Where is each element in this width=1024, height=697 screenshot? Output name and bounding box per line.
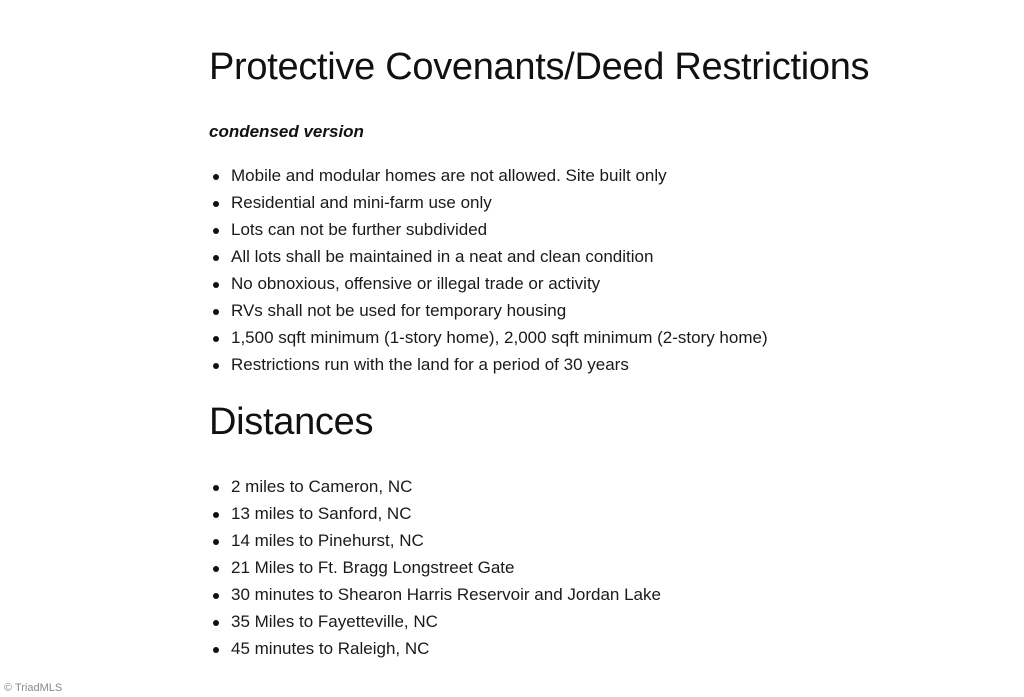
list-item-text: All lots shall be maintained in a neat and clean condition	[231, 247, 654, 266]
list-item	[209, 165, 768, 192]
list-item	[209, 611, 661, 638]
list-item	[209, 246, 768, 273]
bullet-icon	[213, 620, 219, 626]
list-item-text: Lots can not be further subdivided	[231, 220, 488, 239]
list-item	[209, 354, 768, 381]
list-item	[209, 192, 768, 219]
list-item-text: 14 miles to Pinehurst, NC	[231, 531, 424, 550]
list-item	[209, 638, 661, 665]
bullet-icon	[213, 647, 219, 653]
bullet-icon	[213, 539, 219, 545]
bullet-icon	[213, 228, 219, 234]
bullet-icon	[213, 174, 219, 180]
list-item-text: 21 Miles to Ft. Bragg Longstreet Gate	[231, 558, 515, 577]
restrictions-list	[209, 165, 768, 381]
list-item	[209, 273, 768, 300]
list-item-text: 1,500 sqft minimum (1-story home), 2,000 sqft minimum (2-story home)	[231, 328, 768, 347]
bullet-icon	[213, 593, 219, 599]
list-item-text: Mobile and modular homes are not allowed. Site built only	[231, 166, 667, 185]
list-item	[209, 503, 661, 530]
bullet-icon	[213, 363, 219, 369]
list-item	[209, 327, 768, 354]
subtitle: condensed version	[209, 122, 364, 141]
bullet-icon	[213, 566, 219, 572]
list-item-text: RVs shall not be used for temporary housing	[231, 301, 567, 320]
bullet-icon	[213, 512, 219, 518]
list-item	[209, 557, 661, 584]
list-item-text: 30 minutes to Shearon Harris Reservoir and Jordan Lake	[231, 585, 661, 604]
list-item	[209, 300, 768, 327]
distances-list	[209, 476, 661, 665]
bullet-icon	[213, 336, 219, 342]
bullet-icon	[213, 201, 219, 207]
page-title: Protective Covenants/Deed Restrictions	[209, 46, 870, 88]
bullet-icon	[213, 309, 219, 315]
bullet-icon	[213, 282, 219, 288]
list-item-text: 35 Miles to Fayetteville, NC	[231, 612, 438, 631]
list-item-text: 45 minutes to Raleigh, NC	[231, 639, 430, 658]
list-item	[209, 584, 661, 611]
list-item	[209, 219, 768, 246]
list-item	[209, 530, 661, 557]
distances-heading: Distances	[209, 401, 374, 443]
watermark: © TriadMLS	[4, 682, 63, 694]
list-item-text: Restrictions run with the land for a period of 30 years	[231, 355, 629, 374]
list-item-text: 2 miles to Cameron, NC	[231, 477, 413, 496]
bullet-icon	[213, 485, 219, 491]
bullet-icon	[213, 255, 219, 261]
list-item-text: Residential and mini-farm use only	[231, 193, 492, 212]
list-item-text: No obnoxious, offensive or illegal trade or activity	[231, 274, 601, 293]
list-item-text: 13 miles to Sanford, NC	[231, 504, 412, 523]
list-item	[209, 476, 661, 503]
